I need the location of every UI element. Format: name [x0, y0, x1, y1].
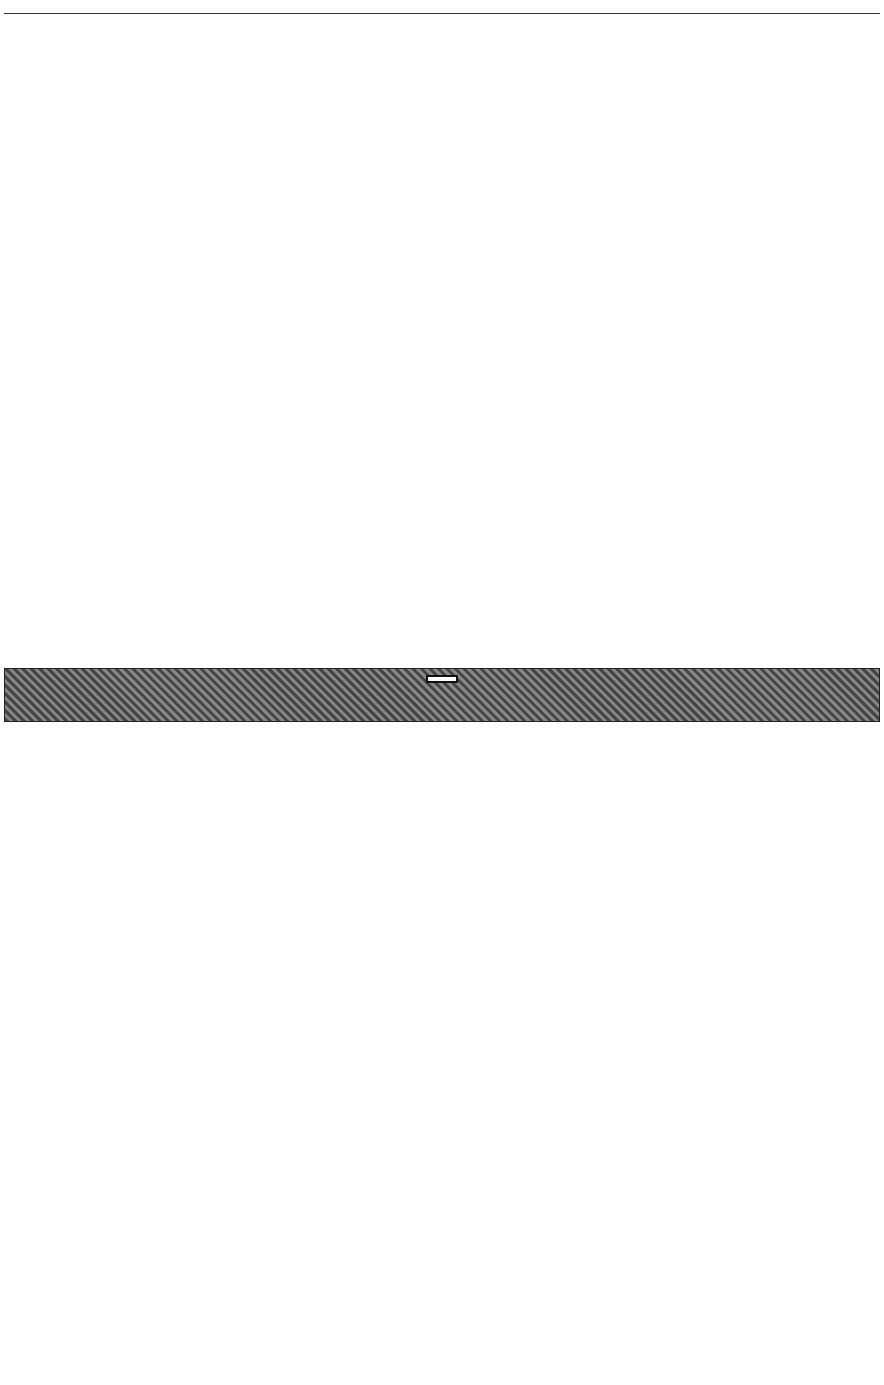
banner-title — [426, 675, 458, 683]
page-masthead — [4, 0, 880, 14]
help-wanted-columns — [4, 16, 880, 662]
home-service-banner — [4, 668, 880, 722]
service-directory-columns — [4, 724, 880, 1380]
